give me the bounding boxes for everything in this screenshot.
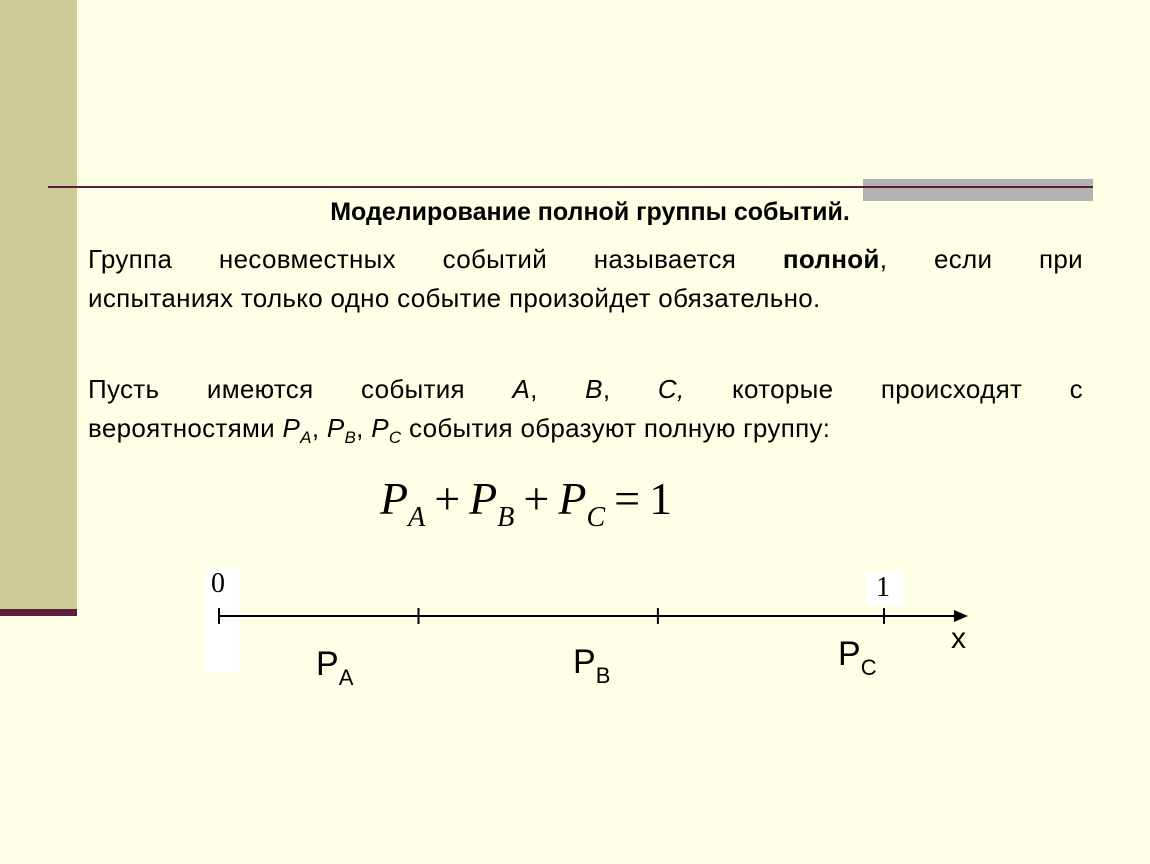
events-line-2: вероятностями $P_A$, $P_B$, $P_C$ события образуют полную группу: — [88, 413, 831, 447]
axis-one-label: 1 — [876, 572, 890, 603]
bold-term: полной — [782, 244, 880, 274]
sum-formula: $P_A + P_B + P_C = 1$ — [380, 473, 673, 533]
axis-x-label: x — [951, 622, 966, 655]
axis-arrowhead — [954, 610, 968, 622]
segment-label-c: $P_C$ — [838, 635, 877, 680]
definition-line-1: Группа несовместных событий называется полной, если при — [88, 244, 1083, 274]
segment-label-a: $P_A$ — [316, 645, 354, 690]
slide-title: Моделирование полной группы событий. — [330, 198, 850, 226]
events-line-1: Пусть имеются события A, B, C, которые происходят с — [88, 374, 1083, 404]
axis-zero-label: 0 — [211, 568, 225, 599]
definition-line-2: испытаниях только одно событие произойдет обязательно. — [88, 283, 821, 313]
segment-label-b: $P_B$ — [573, 643, 611, 688]
